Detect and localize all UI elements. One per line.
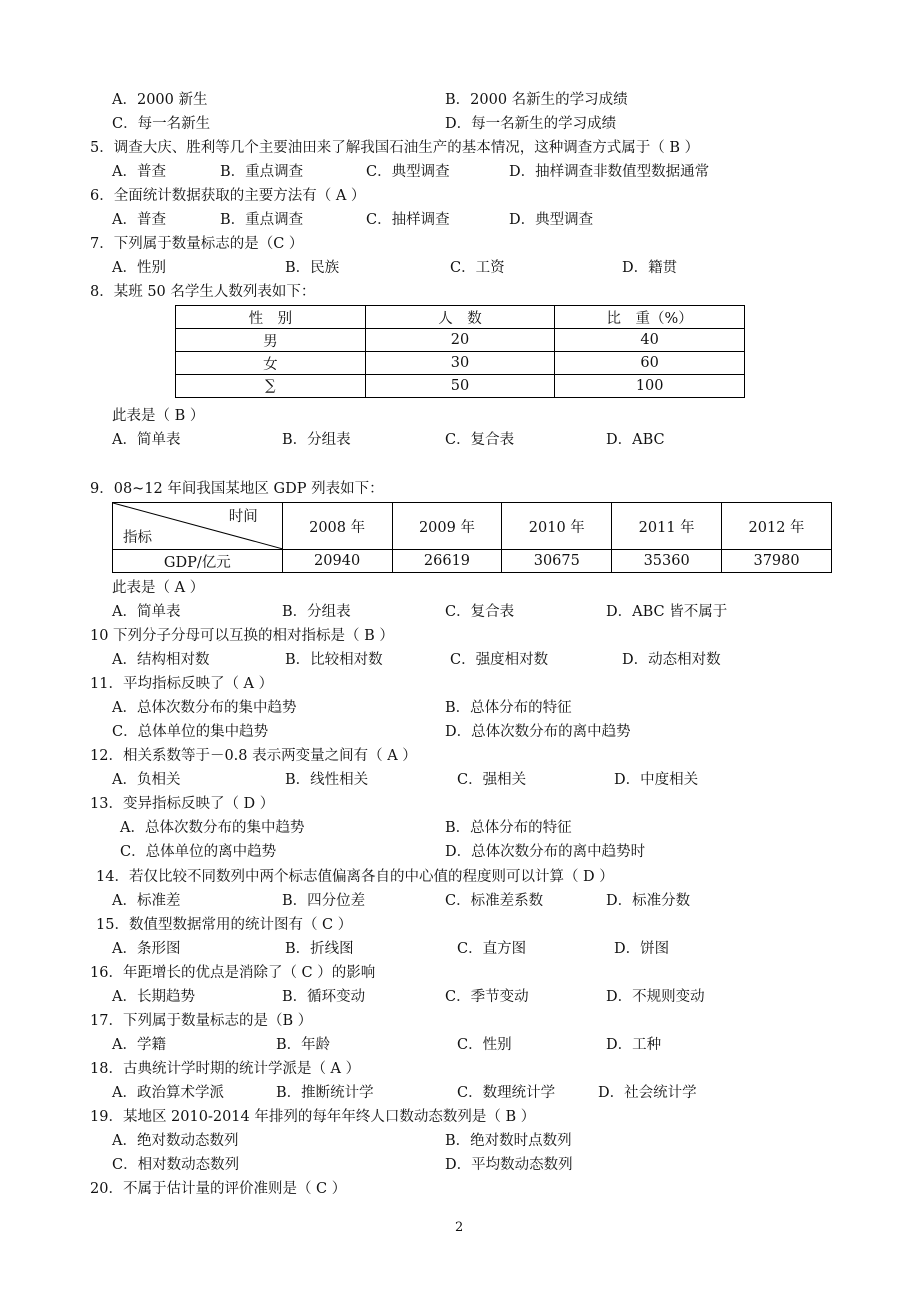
q8-option-b: B．分组表 — [282, 432, 351, 448]
q6-option-b: B．重点调查 — [220, 212, 304, 228]
q18-option-b: B．推断统计学 — [276, 1085, 374, 1101]
q12-stem: 12．相关系数等于－0.8 表示两变量之间有（ A ） — [90, 748, 417, 764]
q8-option-c: C．复合表 — [445, 432, 515, 448]
q8-cell: 男 — [176, 329, 366, 352]
q17-option-c: C．性别 — [457, 1037, 512, 1053]
q5-stem: 5．调查大庆、胜利等几个主要油田来了解我国石油生产的基本情况，这种调查方式属于（ B ） — [90, 140, 700, 156]
q16-option-d: D．不规则变动 — [606, 989, 705, 1005]
q8-table — [175, 305, 745, 398]
q17-stem: 17．下列属于数量标志的是（B ） — [90, 1013, 313, 1029]
q8-answer: 此表是（ B ） — [112, 408, 205, 424]
q9-answer: 此表是（ A ） — [112, 580, 205, 596]
q13-option-d: D．总体次数分布的离中趋势时 — [445, 844, 646, 860]
q10-option-d: D．动态相对数 — [622, 652, 721, 668]
q8-cell: 40 — [555, 329, 745, 352]
table-row — [113, 550, 832, 573]
q18-option-a: A．政治算术学派 — [112, 1085, 224, 1101]
q9-value: 26619 — [392, 550, 502, 573]
q8-cell: ∑ — [176, 375, 366, 398]
q12-option-b: B．线性相关 — [285, 772, 369, 788]
q7-option-b: B．民族 — [285, 260, 340, 276]
q8-cell: 50 — [365, 375, 555, 398]
q14-option-c: C．标准差系数 — [445, 893, 544, 909]
q11-option-a: A．总体次数分布的集中趋势 — [112, 700, 297, 716]
q18-option-c: C．数理统计学 — [457, 1085, 556, 1101]
q9-option-a: A．简单表 — [112, 604, 181, 620]
q19-option-b: B．绝对数时点数列 — [445, 1133, 572, 1149]
q12-option-d: D．中度相关 — [614, 772, 699, 788]
q7-option-a: A．性别 — [112, 260, 166, 276]
q17-option-d: D．工种 — [606, 1037, 662, 1053]
q9-value: 37980 — [722, 550, 832, 573]
q8-stem: 8．某班 50 名学生人数列表如下： — [90, 284, 316, 300]
q12-option-c: C．强相关 — [457, 772, 527, 788]
q10-option-b: B．比较相对数 — [285, 652, 383, 668]
q15-option-d: D．饼图 — [614, 941, 670, 957]
q15-stem: 15．数值型数据常用的统计图有（ C ） — [96, 917, 353, 933]
q9-option-d: D．ABC 皆不属于 — [606, 604, 728, 620]
table-row — [176, 329, 745, 352]
q13-option-c: C．总体单位的离中趋势 — [120, 844, 277, 860]
q10-stem: 10 下列分子分母可以互换的相对指标是（ B ） — [90, 628, 394, 644]
q8-header-share: 比 重（%） — [555, 306, 745, 329]
page-number: 2 — [455, 1220, 464, 1235]
q11-option-d: D．总体次数分布的离中趋势 — [445, 724, 631, 740]
q9-table — [112, 502, 832, 573]
q9-year: 2011 年 — [612, 503, 722, 550]
q7-option-d: D．籍贯 — [622, 260, 678, 276]
q11-option-c: C．总体单位的集中趋势 — [112, 724, 269, 740]
q15-option-b: B．折线图 — [285, 941, 354, 957]
q10-option-c: C．强度相对数 — [450, 652, 549, 668]
q13-option-a: A．总体次数分布的集中趋势 — [120, 820, 305, 836]
q9-value: 35360 — [612, 550, 722, 573]
q19-option-a: A．绝对数动态数列 — [112, 1133, 239, 1149]
q8-cell: 60 — [555, 352, 745, 375]
q8-cell: 100 — [555, 375, 745, 398]
q4-option-d: D．每一名新生的学习成绩 — [445, 116, 617, 132]
q6-option-a: A．普查 — [112, 212, 166, 228]
q8-table-header — [176, 306, 745, 329]
q9-corner-cell — [113, 503, 283, 550]
q12-option-a: A．负相关 — [112, 772, 181, 788]
q9-table-header — [113, 503, 832, 550]
q20-stem: 20．不属于估计量的评价准则是（ C ） — [90, 1181, 347, 1197]
q18-option-d: D．社会统计学 — [598, 1085, 697, 1101]
q15-option-c: C．直方图 — [457, 941, 527, 957]
q10-option-a: A．结构相对数 — [112, 652, 210, 668]
table-row — [176, 375, 745, 398]
q9-value: 30675 — [502, 550, 612, 573]
q9-row-label: GDP/亿元 — [113, 550, 283, 573]
q14-option-b: B．四分位差 — [282, 893, 366, 909]
q13-stem: 13．变异指标反映了（ D ） — [90, 796, 275, 812]
q9-value: 20940 — [282, 550, 392, 573]
q19-option-c: C．相对数动态数列 — [112, 1157, 240, 1173]
q15-option-a: A．条形图 — [112, 941, 181, 957]
q13-option-b: B．总体分布的特征 — [445, 820, 572, 836]
q8-cell: 30 — [365, 352, 555, 375]
q4-option-a: A．2000 新生 — [112, 92, 208, 108]
q7-stem: 7．下列属于数量标志的是（C ） — [90, 236, 304, 252]
q8-header-count: 人 数 — [365, 306, 555, 329]
q5-option-a: A．普查 — [112, 164, 166, 180]
q6-stem: 6．全面统计数据获取的主要方法有（ A ） — [90, 188, 366, 204]
q19-stem: 19．某地区 2010-2014 年排列的每年年终人口数动态数列是（ B ） — [90, 1109, 536, 1125]
q7-option-c: C．工资 — [450, 260, 505, 276]
q14-stem: 14．若仅比较不同数列中两个标志值偏离各自的中心值的程度则可以计算（ D ） — [96, 869, 614, 885]
q18-stem: 18．古典统计学时期的统计学派是（ A ） — [90, 1061, 361, 1077]
q4-option-b: B．2000 名新生的学习成绩 — [445, 92, 628, 108]
q9-corner-top: 时间 — [228, 509, 258, 525]
q9-option-b: B．分组表 — [282, 604, 351, 620]
q9-year: 2009 年 — [392, 503, 502, 550]
q17-option-b: B．年龄 — [276, 1037, 331, 1053]
q16-option-a: A．长期趋势 — [112, 989, 195, 1005]
q16-option-c: C．季节变动 — [445, 989, 529, 1005]
q9-year: 2010 年 — [502, 503, 612, 550]
q16-option-b: B．循环变动 — [282, 989, 366, 1005]
q19-option-d: D．平均数动态数列 — [445, 1157, 573, 1173]
q5-option-b: B．重点调查 — [220, 164, 304, 180]
q14-option-a: A．标准差 — [112, 893, 181, 909]
q9-year: 2012 年 — [722, 503, 832, 550]
q5-option-c: C．典型调查 — [366, 164, 450, 180]
q8-cell: 20 — [365, 329, 555, 352]
q9-stem: 9．08~12 年间我国某地区 GDP 列表如下： — [90, 481, 384, 497]
q9-option-c: C．复合表 — [445, 604, 515, 620]
table-row — [176, 352, 745, 375]
q8-cell: 女 — [176, 352, 366, 375]
q11-stem: 11．平均指标反映了（ A ） — [90, 676, 274, 692]
q8-option-a: A．简单表 — [112, 432, 181, 448]
q8-option-d: D．ABC — [606, 432, 665, 448]
q16-stem: 16．年距增长的优点是消除了（ C ）的影响 — [90, 965, 376, 981]
q4-option-c: C．每一名新生 — [112, 116, 211, 132]
q14-option-d: D．标准分数 — [606, 893, 691, 909]
q5-option-d: D．抽样调查非数值型数据通常 — [509, 164, 710, 180]
q8-header-gender: 性 别 — [176, 306, 366, 329]
q11-option-b: B．总体分布的特征 — [445, 700, 572, 716]
q9-corner-bottom: 指标 — [123, 530, 152, 546]
q6-option-d: D．典型调查 — [509, 212, 594, 228]
q17-option-a: A．学籍 — [112, 1037, 166, 1053]
q6-option-c: C．抽样调查 — [366, 212, 450, 228]
q9-year: 2008 年 — [282, 503, 392, 550]
